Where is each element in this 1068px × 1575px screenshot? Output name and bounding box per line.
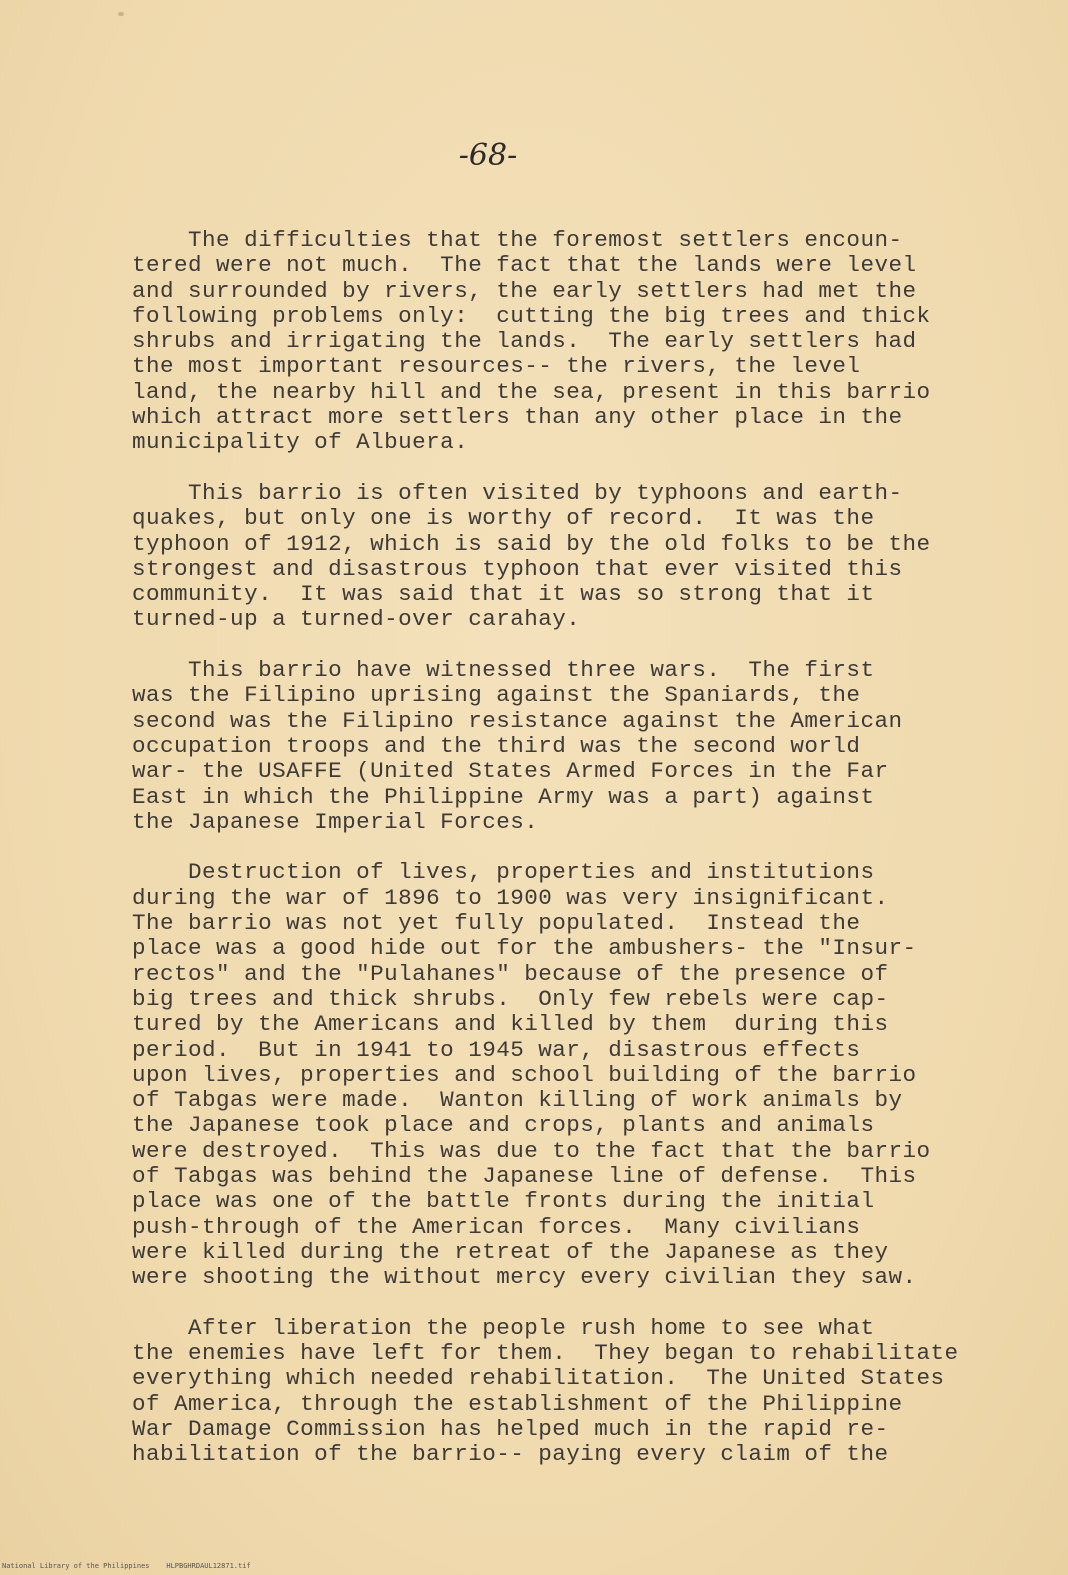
text-line: were killed during the retreat of the Japanese as they: [132, 1238, 889, 1265]
text-line: tured by the Americans and killed by them during this: [132, 1011, 889, 1038]
text-line: place was a good hide out for the ambushers- the "Insur-: [132, 935, 917, 962]
text-line: during the war of 1896 to 1900 was very insignificant.: [132, 884, 889, 911]
text-line: The difficulties that the foremost settlers encoun-: [132, 227, 903, 253]
text-line: This barrio have witnessed three wars. The first: [132, 657, 875, 684]
paragraph-wars: [132, 658, 1032, 835]
text-line: After liberation the people rush home to see what: [132, 1314, 875, 1341]
paper-blemish: [118, 12, 124, 16]
text-line: turned-up a turned-over carahay.: [132, 606, 581, 633]
text-line: place was one of the battle fronts during the initial: [132, 1188, 875, 1215]
text-line: shrubs and irrigating the lands. The early settlers had: [132, 328, 917, 355]
text-line: the enemies have left for them. They began to rehabilitate: [132, 1340, 959, 1367]
text-line: East in which the Philippine Army was a part) against: [132, 783, 875, 810]
text-line: habilitation of the barrio-- paying every claim of the: [132, 1441, 889, 1468]
text-line: the most important resources-- the rivers, the level: [132, 353, 861, 380]
text-line: typhoon of 1912, which is said by the old folks to be the: [132, 530, 931, 557]
text-line: of Tabgas was behind the Japanese line of defense. This: [132, 1162, 917, 1189]
page-number: -68-: [458, 138, 518, 173]
text-line: rectos" and the "Pulahanes" because of the presence of: [132, 960, 889, 987]
text-line: occupation troops and the third was the second world: [132, 732, 861, 759]
text-line: the Japanese took place and crops, plants and animals: [132, 1112, 875, 1139]
text-line: everything which needed rehabilitation. The United States: [132, 1365, 945, 1392]
text-line: and surrounded by rivers, the early settlers had met the: [132, 277, 917, 304]
text-line: The barrio was not yet fully populated. Instead the: [132, 910, 861, 937]
text-line: big trees and thick shrubs. Only few rebels were cap-: [132, 985, 889, 1012]
text-line: Destruction of lives, properties and institutions: [132, 859, 875, 886]
text-line: were destroyed. This was due to the fact that the barrio: [132, 1137, 931, 1164]
paragraph-difficulties: [132, 228, 1032, 456]
body-text: [132, 228, 1032, 1493]
text-line: war- the USAFFE (United States Armed Forces in the Far: [132, 758, 889, 785]
text-line: were shooting the without mercy every civilian they saw.: [132, 1264, 917, 1291]
text-line: of Tabgas were made. Wanton killing of work animals by: [132, 1087, 903, 1114]
text-line: strongest and disastrous typhoon that ever visited this: [132, 555, 903, 582]
text-line: municipality of Albuera.: [132, 429, 469, 456]
text-line: push-through of the American forces. Many civilians: [132, 1213, 861, 1240]
paragraph-liberation: [132, 1316, 1032, 1468]
text-line: upon lives, properties and school building of the barrio: [132, 1061, 917, 1088]
archive-footer: National Library of the Philippines HLPBGHRDAUL12871.tif: [2, 1562, 251, 1570]
text-line: This barrio is often visited by typhoons and earth-: [132, 479, 903, 506]
text-line: of America, through the establishment of the Philippine: [132, 1390, 903, 1417]
text-line: War Damage Commission has helped much in the rapid re-: [132, 1415, 889, 1442]
paragraph-destruction: [132, 860, 1032, 1290]
text-line: quakes, but only one is worthy of record. It was the: [132, 505, 875, 532]
text-line: period. But in 1941 to 1945 war, disastrous effects: [132, 1036, 861, 1063]
text-line: the Japanese Imperial Forces.: [132, 808, 539, 835]
text-line: was the Filipino uprising against the Spaniards, the: [132, 682, 861, 709]
text-line: which attract more settlers than any other place in the: [132, 404, 903, 431]
paragraph-typhoons: [132, 481, 1032, 633]
text-line: following problems only: cutting the big trees and thick: [132, 302, 931, 329]
text-line: tered were not much. The fact that the lands were level: [132, 252, 917, 279]
text-line: second was the Filipino resistance against the American: [132, 707, 903, 734]
text-line: land, the nearby hill and the sea, present in this barrio: [132, 378, 931, 405]
text-line: community. It was said that it was so strong that it: [132, 581, 875, 608]
